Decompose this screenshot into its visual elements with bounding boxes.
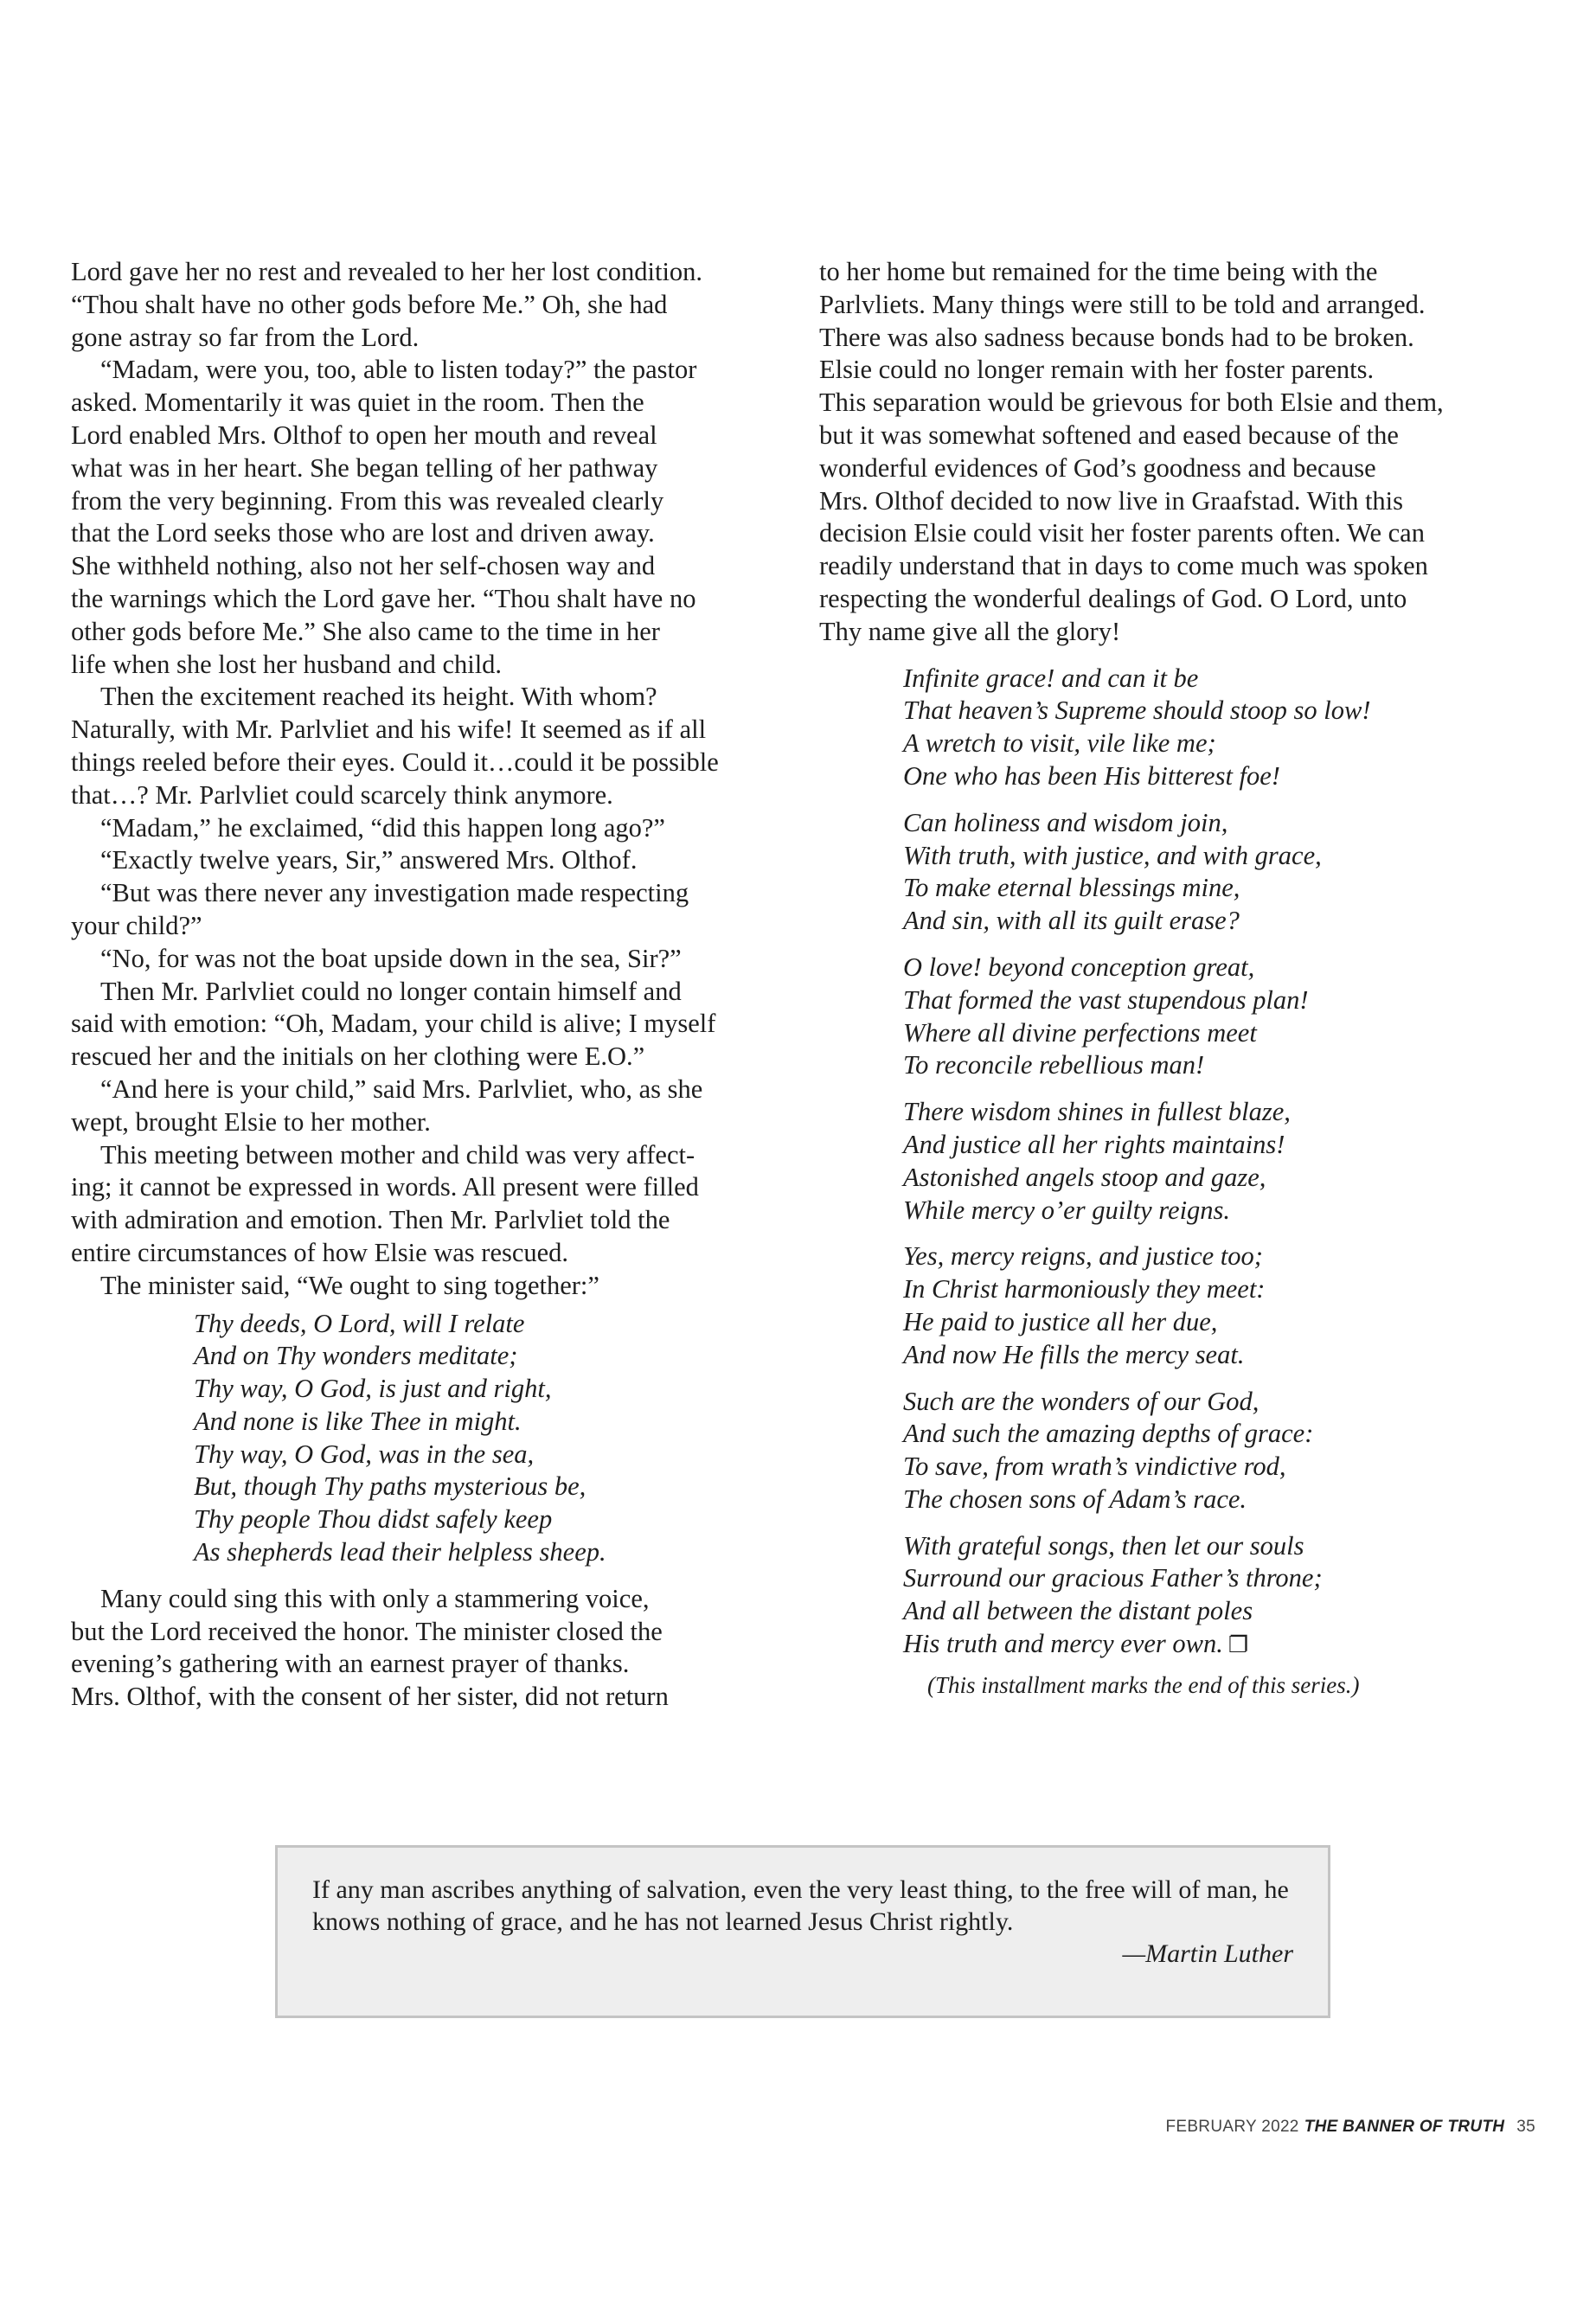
paragraph: Lord gave her no rest and revealed to her her lost condition. “Thou shalt have no other gods before Me.” Oh, she had gone astray so far from the Lord.	[71, 257, 703, 352]
left-column	[71, 256, 798, 1714]
hymn-verse: Thy deeds, O Lord, will I relate And on Thy wonders meditate; Thy way, O God, is just and right, And none is like Thee in might. Thy way, O God, was in the sea, But, though Thy paths mysterious be, Thy people Thou didst safely keep As shepherds lead their helpless sheep.	[194, 1308, 606, 1567]
page-number: 35	[1516, 2118, 1535, 2136]
poem-stanza-2: Can holiness and wisdom join, With truth, with justice, and with grace, To make eternal blessings mine, And sin, with all its guilt erase?	[903, 807, 1322, 936]
poem-stanza-6: Such are the wonders of our God, And such the amazing depths of grace: To save, from wrath’s vindictive rod, The chosen sons of Adam’s race.	[903, 1386, 1314, 1514]
poem-stanza-7-text: With grateful songs, then let our souls Surround our gracious Father’s throne; And all between the distant poles His truth and mercy ever own.	[903, 1530, 1323, 1659]
poem-stanza-5: Yes, mercy reigns, and justice too; In Christ harmoniously they meet: He paid to justice all her due, And now He fills the mercy seat.	[903, 1241, 1266, 1369]
page-footer	[1165, 2118, 1535, 2137]
paragraph: This meeting between mother and child was very affect- ing; it cannot be expressed in words. All present were filled with admiration and emotion. Then Mr. Parlvliet told the entire circumstances of how Elsie was rescued.	[71, 1139, 699, 1267]
paragraph: “Exactly twelve years, Sir,” answered Mrs. Olthof.	[100, 845, 638, 875]
paragraph: to her home but remained for the time being with the Parlvliets. Many things were still to be told and arranged. There was also sadness because bonds had to be broken. Elsie could no longer remain with her foster parents. This separation would be grievous for both Elsie and them, but it was somewhat softened and eased because of the wonderful evidences of God’s goodness and because Mrs. Olthof decided to now live in Graafstad. With this decision Elsie could visit her foster parents often. We can readily understand that in days to come much was spoken respecting the wonderful dealings of God. O Lord, unto Thy name give all the glory!	[819, 257, 1444, 646]
end-mark-icon: ❐	[1227, 1632, 1249, 1659]
paragraph: Then the excitement reached its height. With whom? Naturally, with Mr. Parlvliet and his wife! It seemed as if all things reeled before their eyes. Could it…could it be possible that…? Mr. Parlvliet could scarcely think anymore.	[71, 682, 719, 810]
right-column	[819, 256, 1537, 1702]
paragraph: “Madam,” he exclaimed, “did this happen long ago?”	[100, 812, 665, 843]
publication-name: THE BANNER OF TRUTH	[1304, 2118, 1505, 2136]
poem-stanza-4: There wisdom shines in fullest blaze, And justice all her rights maintains! Astonished angels stoop and gaze, While mercy o’er guilty reigns.	[903, 1097, 1291, 1225]
series-end-note: (This installment marks the end of this series.)	[927, 1671, 1360, 1698]
paragraph: Many could sing this with only a stammering voice, but the Lord received the honor. The minister closed the evening’s gathering with an earnest prayer of thanks. Mrs. Olthof, with the consent of her sister, did not return	[71, 1583, 669, 1712]
quote-box	[275, 1845, 1330, 2018]
paragraph: “And here is your child,” said Mrs. Parlvliet, who, as she wept, brought Elsie to her mother.	[71, 1074, 703, 1137]
paragraph: “But was there never any investigation made respecting your child?”	[71, 878, 689, 940]
issue-date: FEBRUARY 2022	[1165, 2118, 1299, 2136]
poem-stanza-3: O love! beyond conception great, That formed the vast stupendous plan! Where all divine perfections meet To reconcile rebellious man!	[903, 952, 1309, 1080]
quote-author: —Martin Luther	[1122, 1939, 1293, 1968]
paragraph: “Madam, were you, too, able to listen today?” the pastor asked. Momentarily it was quiet in the room. Then the Lord enabled Mrs. Olthof to open her mouth and reveal what was in her heart. She began telling of her pathway from the very beginning. From this was revealed clearly that the Lord seeks those who are lost and driven away. She withheld nothing, also not her self-chosen way and the warnings which the Lord gave her. “Thou shalt have no other gods before Me.” She also came to the time in her life when she lost her husband and child.	[71, 355, 697, 679]
paragraph: The minister said, “We ought to sing together:”	[100, 1270, 599, 1300]
poem-stanza-7	[903, 1530, 1537, 1663]
paragraph: “No, for was not the boat upside down in the sea, Sir?”	[100, 943, 682, 973]
paragraph: Then Mr. Parlvliet could no longer contain himself and said with emotion: “Oh, Madam, your child is alive; I myself rescued her and the initials on her clothing were E.O.”	[71, 976, 716, 1072]
poem-stanza-1: Infinite grace! and can it be That heaven’s Supreme should stoop so low! A wretch to visit, vile like me; One who has been His bitterest foe!	[903, 663, 1371, 791]
quote-text: If any man ascribes anything of salvation, even the very least thing, to the free will of man, he knows nothing of grace, and he has not learned Jesus Christ rightly.	[312, 1875, 1289, 1936]
